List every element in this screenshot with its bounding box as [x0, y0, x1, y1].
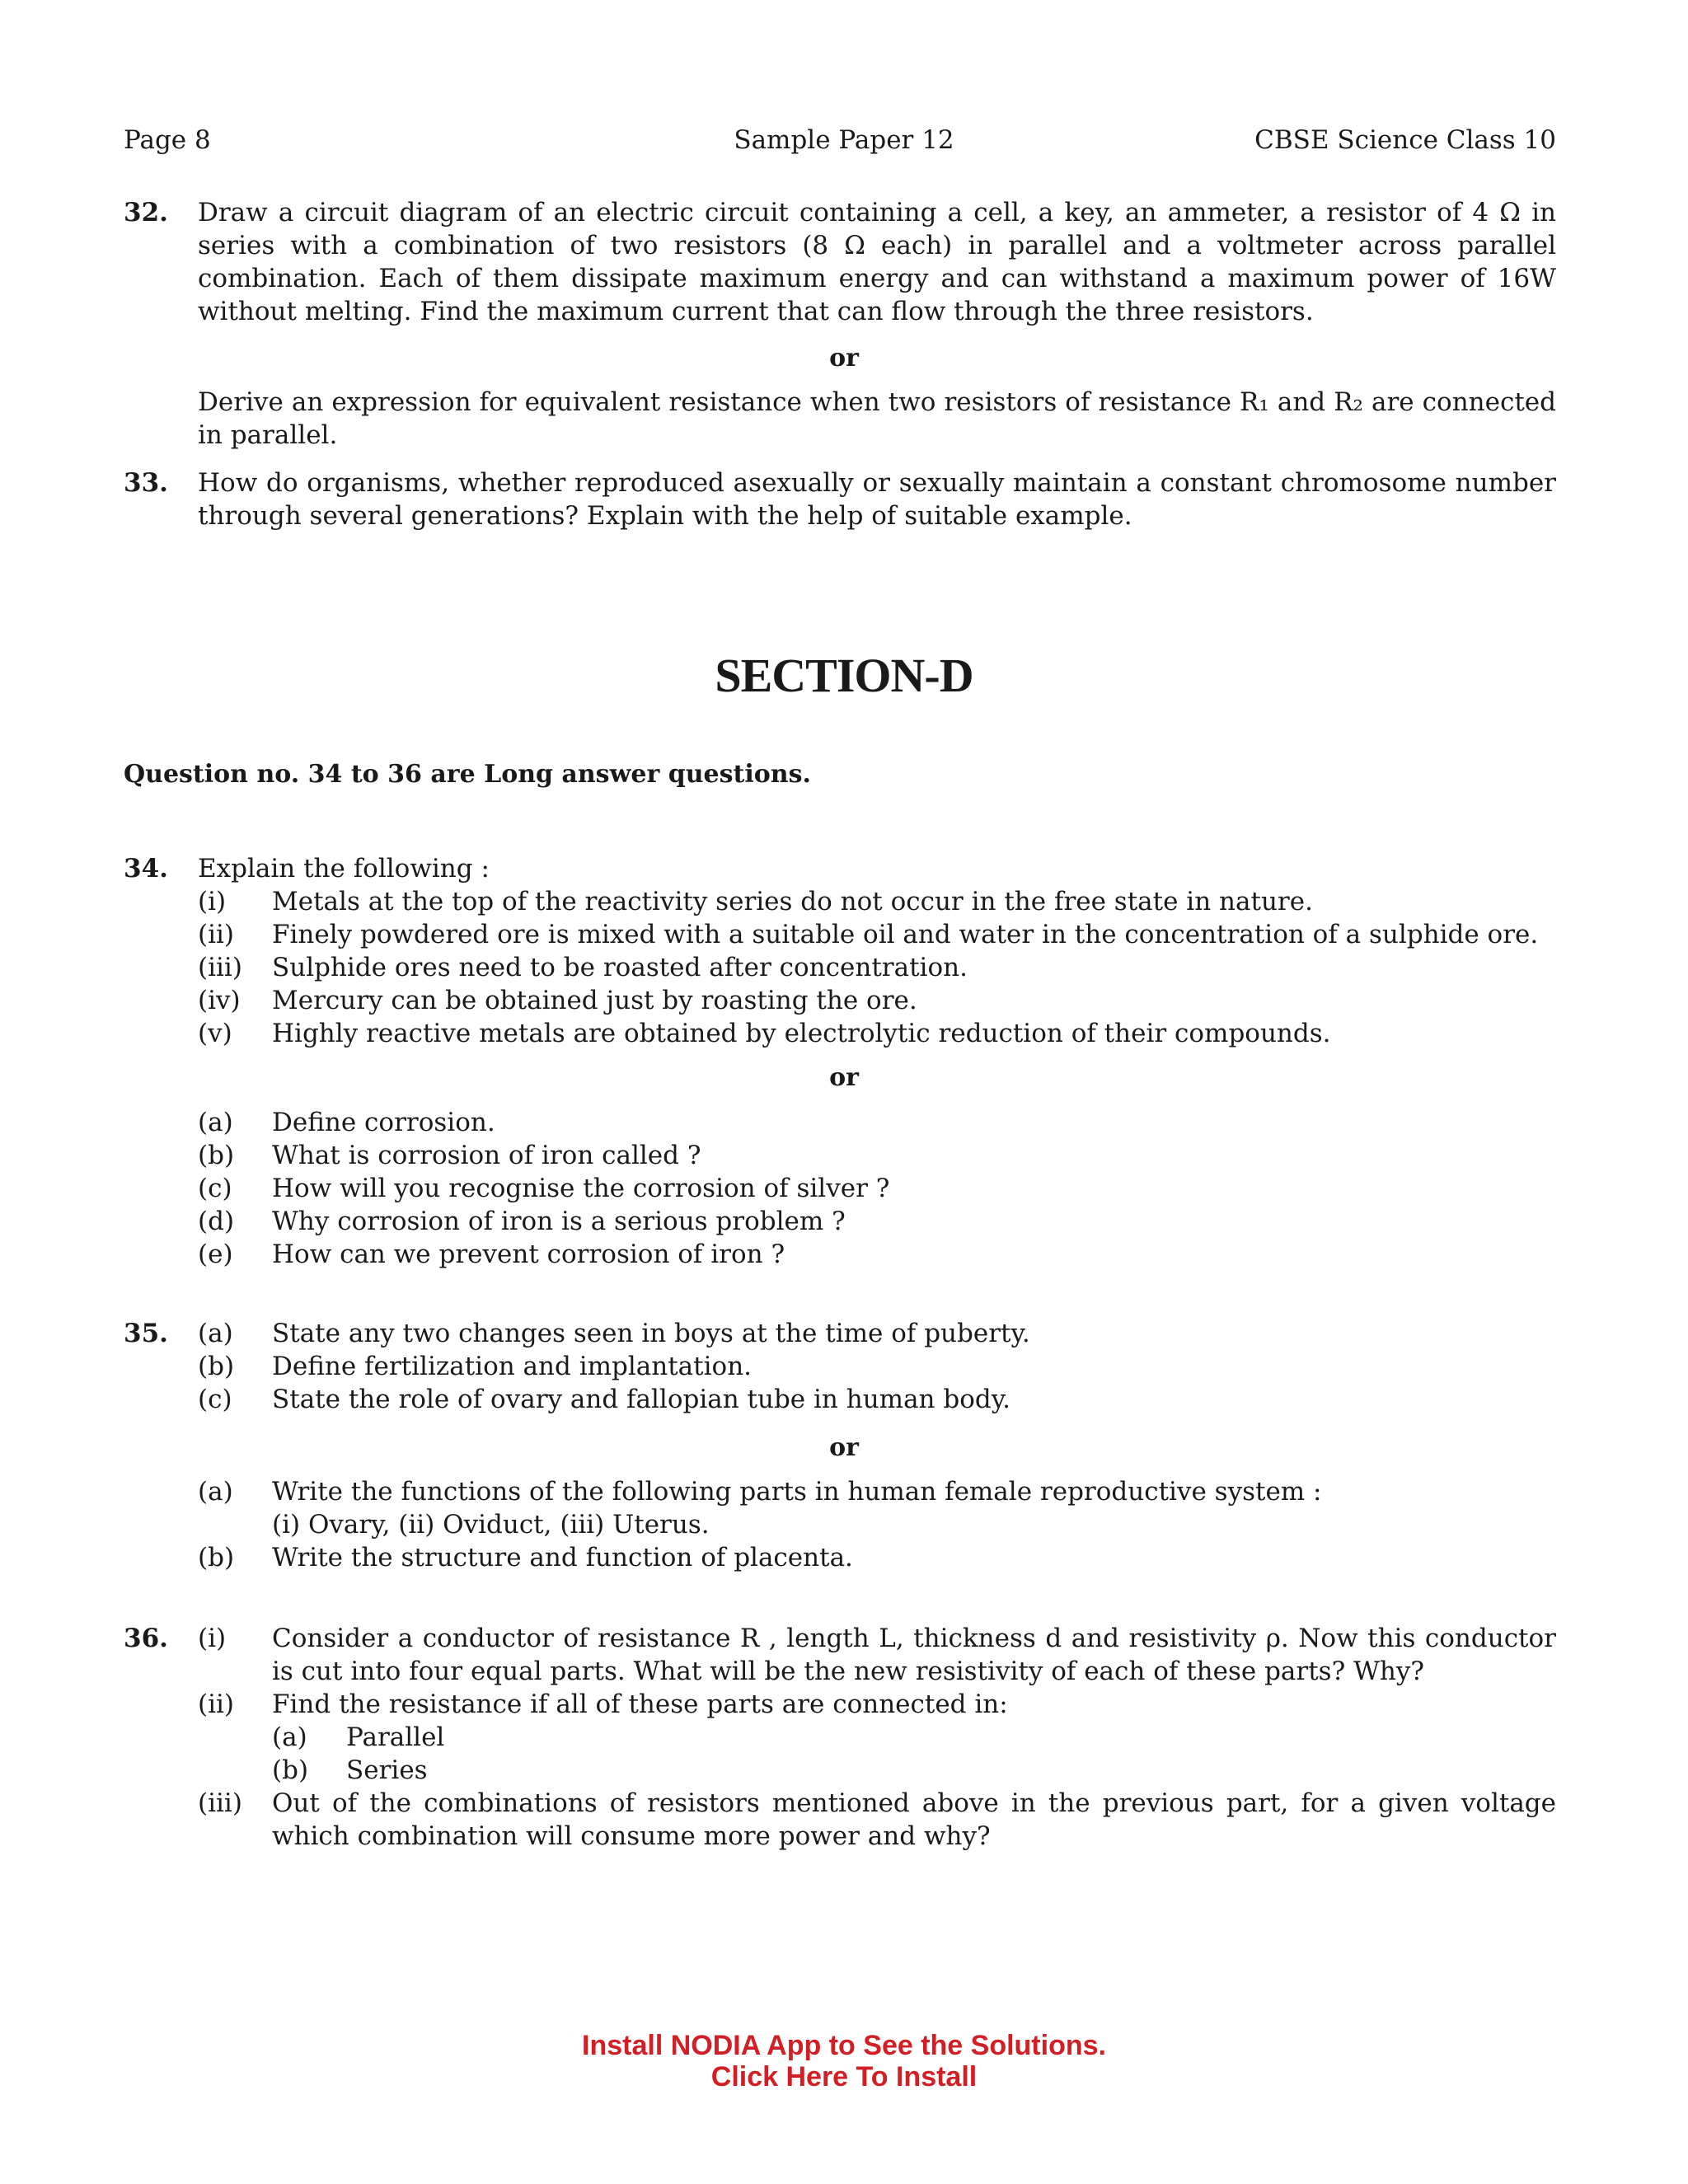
list-subitem: (b) Series: [272, 1755, 428, 1785]
question-36: [124, 1622, 1556, 1853]
question-number: 35.: [124, 1319, 168, 1348]
list-item: (b) What is corrosion of iron called ?: [198, 1141, 701, 1170]
header-paper-title: Sample Paper 12: [734, 125, 954, 155]
list-item: (iii) Sulphide ores need to be roasted after concentration.: [198, 953, 968, 982]
question-number: 36.: [124, 1624, 168, 1653]
list-item: (i) Consider a conductor of resistance R , length L, thickness d and resistivity ρ. Now this conductor is cut into four equal parts. What will be the new resistivity of each of these parts? Why?: [198, 1624, 1556, 1686]
list-item: (e) How can we prevent corrosion of iron ?: [198, 1240, 785, 1269]
question-text: How do organisms, whether reproduced asexually or sexually maintain a constant chromosome number through several generations? Explain with the help of suitable example.: [198, 468, 1556, 531]
header-page-number: Page 8: [124, 125, 211, 155]
list-item: (c) State the role of ovary and fallopian tube in human body.: [198, 1385, 1010, 1414]
question-items: [198, 1317, 1556, 1416]
question-text: Derive an expression for equivalent resistance when two resistors of resistance R₁ and R₂ are connected in parallel.: [198, 387, 1556, 450]
question-32: [124, 196, 1556, 328]
list-item: (ii) Finely powdered ore is mixed with a suitable oil and water in the concentration of a sulphide ore.: [198, 920, 1539, 949]
header-subject: CBSE Science Class 10: [1254, 125, 1556, 155]
list-item: (i) Metals at the top of the reactivity series do not occur in the free state in nature.: [198, 887, 1313, 916]
question-number: 32.: [124, 198, 168, 227]
question-items: [198, 1475, 1556, 1574]
question-items: [198, 885, 1556, 1050]
question-number: 33.: [124, 468, 168, 498]
list-item: (iii) Out of the combinations of resistors mentioned above in the previous part, for a given voltage which combination will consume more power and why?: [198, 1788, 1556, 1851]
list-item: (d) Why corrosion of iron is a serious problem ?: [198, 1207, 846, 1236]
question-intro: Explain the following :: [198, 854, 490, 883]
list-item: (c) How will you recognise the corrosion of silver ?: [198, 1174, 890, 1203]
question-35-alternative: [124, 1475, 1556, 1574]
or-divider: or: [829, 1063, 859, 1092]
question-items: [198, 1622, 1556, 1853]
question-35: [124, 1317, 1556, 1416]
list-item: (iv) Mercury can be obtained just by roasting the ore.: [198, 986, 917, 1015]
section-instruction: Question no. 34 to 36 are Long answer questions.: [124, 760, 811, 789]
question-items: [198, 1106, 1556, 1271]
question-34-alternative: [124, 1106, 1556, 1271]
question-text: Draw a circuit diagram of an electric circuit containing a cell, a key, an ammeter, a resistor of 4 Ω in series with a combination of two resistors (8 Ω each) in parallel and a voltmeter across parallel combination. Each of them dissipate maximum energy and can withstand a maximum power of 16W without melting. Find the maximum current that can flow through the three resistors.: [198, 198, 1556, 326]
section-title: SECTION-D: [715, 649, 973, 702]
list-item: (ii) Find the resistance if all of these parts are connected in:: [198, 1690, 1008, 1719]
list-item: (v) Highly reactive metals are obtained by electrolytic reduction of their compounds.: [198, 1019, 1331, 1048]
list-item: (b) Write the structure and function of placenta.: [198, 1543, 853, 1572]
or-divider: or: [829, 344, 859, 373]
install-app-banner[interactable]: Install NODIA App to See the Solutions.: [582, 2030, 1106, 2061]
install-link[interactable]: Click Here To Install: [710, 2061, 978, 2093]
list-item: (b) Define fertilization and implantation.: [198, 1352, 753, 1381]
question-32-alternative: [124, 386, 1556, 452]
list-item: (a) Define corrosion.: [198, 1108, 495, 1137]
question-33: [124, 466, 1556, 532]
question-34: [124, 852, 1556, 1050]
or-divider: or: [829, 1433, 859, 1462]
question-number: 34.: [124, 854, 168, 883]
list-subitem: (a) Parallel: [272, 1722, 445, 1752]
list-item: (a) State any two changes seen in boys at the time of puberty.: [198, 1319, 1030, 1348]
list-item: (a) Write the functions of the following parts in human female reproductive system : (i) Ovary, (ii) Oviduct, (iii) Uterus.: [198, 1477, 1322, 1540]
